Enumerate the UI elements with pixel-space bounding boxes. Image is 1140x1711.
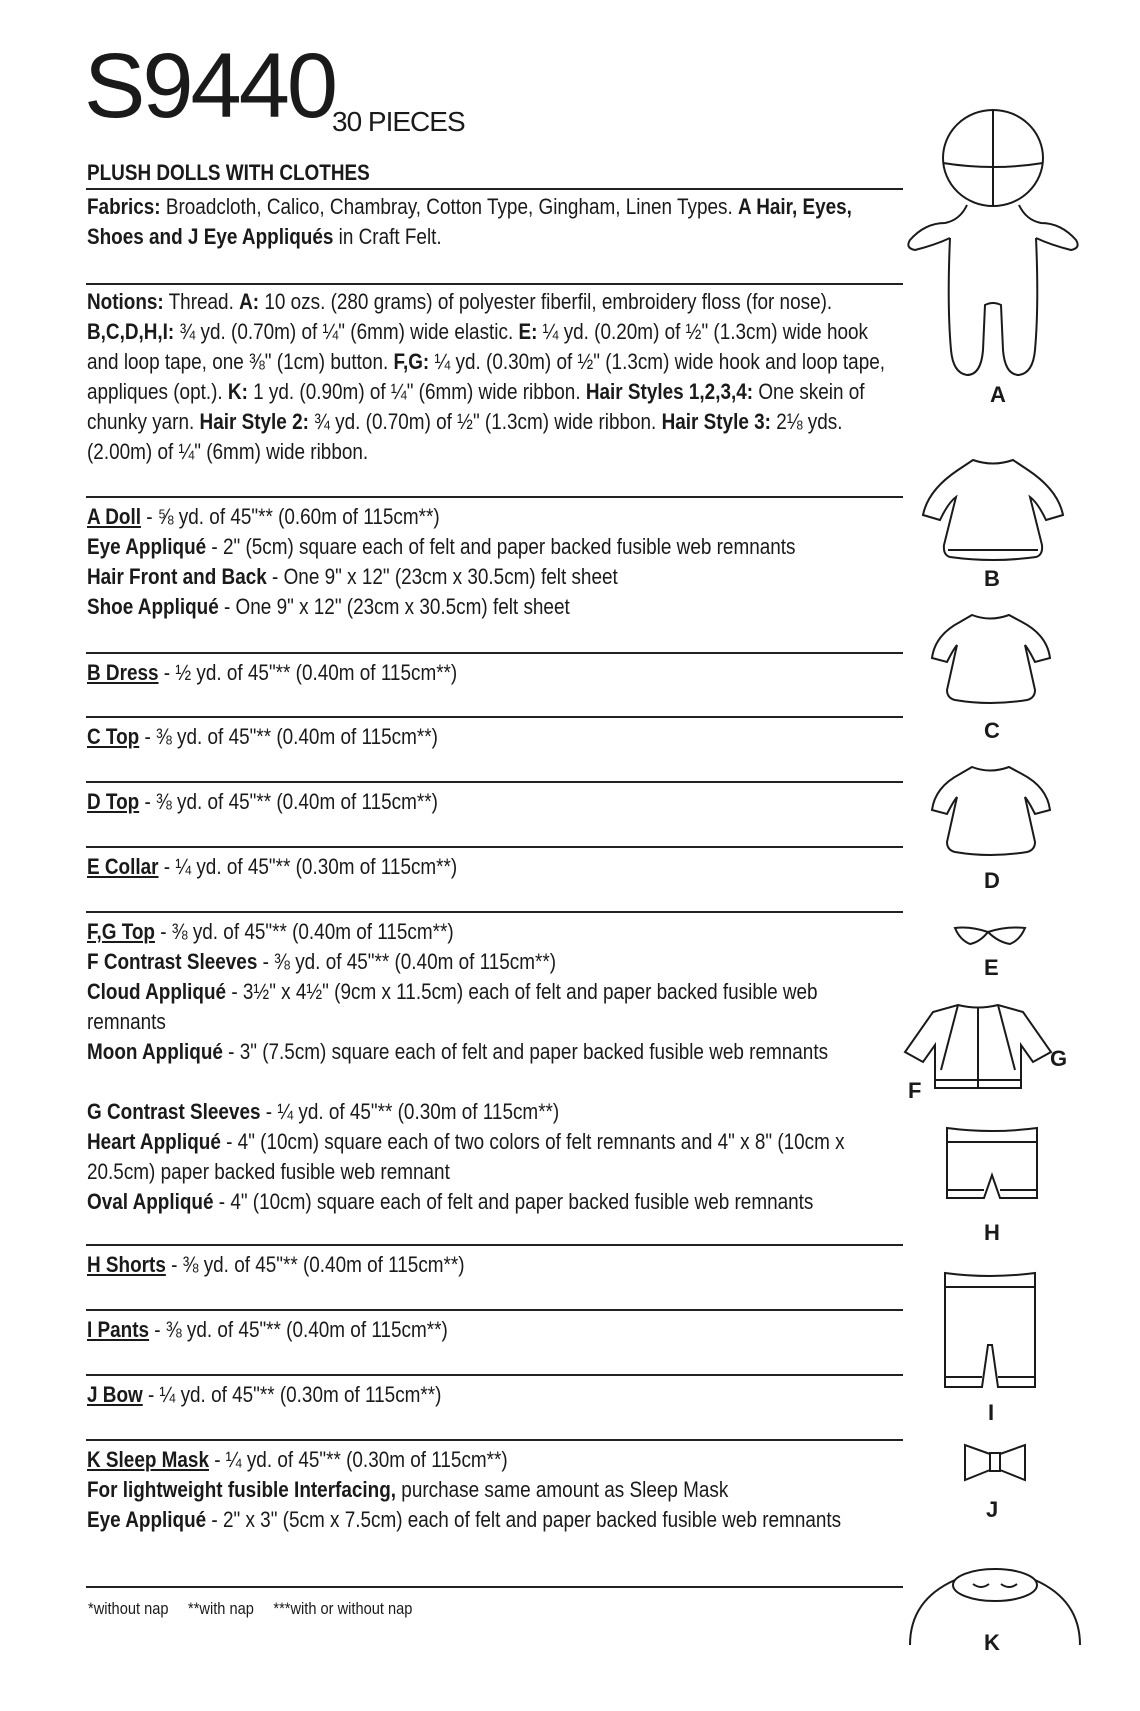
yardage-line (87, 562, 895, 592)
figure-label-a: A (990, 382, 1006, 407)
yardage-block (87, 502, 895, 622)
figure-label-d: D (984, 868, 1000, 893)
item-amount: - One 9" x 12" (23cm x 30.5cm) felt sheet (218, 594, 570, 619)
yardage-line (87, 1315, 895, 1345)
item-amount: - 3" (7.5cm) square each of felt and paper backed fusible web remnants (222, 1039, 829, 1064)
item-amount: - ¼ yd. of 45"** (0.30m of 115cm**) (158, 854, 458, 879)
yardage-line (87, 1187, 895, 1217)
divider (86, 1374, 903, 1376)
figure-label-g: G (1050, 1046, 1068, 1071)
view-label: E Collar (87, 854, 159, 879)
divider (86, 652, 903, 654)
yardage-block (87, 1445, 895, 1535)
notions-label: E: (518, 319, 538, 344)
notions-text: 2⅛ yds. (2.00m) of ¼" (6mm) wide ribbon. (87, 409, 843, 464)
yardage-block (87, 917, 895, 1217)
notions-text: ¾ yd. (0.70m) of ¼" (6mm) wide elastic. (174, 319, 519, 344)
item-amount: - 2" (5cm) square each of felt and paper backed fusible web remnants (206, 534, 796, 559)
item-label: Shoe Appliqué (87, 594, 219, 619)
view-label: D Top (87, 789, 140, 814)
divider (86, 781, 903, 783)
notions-text: ¼ yd. (0.30m) of ½" (1.3cm) wide hook and loop tape, appliques (opt.). (87, 349, 886, 404)
view-label: K Sleep Mask (87, 1447, 209, 1472)
notions-label: Hair Styles 1,2,3,4: (585, 379, 754, 404)
item-amount: - ⅝ yd. of 45"** (0.60m of 115cm**) (140, 504, 440, 529)
yardage-line (87, 1380, 895, 1410)
top-fg-illustration (903, 1000, 1053, 1095)
top-c-illustration (927, 610, 1057, 710)
notions-text: ¼ yd. (0.20m) of ½" (1.3cm) wide hook and loop tape, one ⅜" (1cm) button. (87, 319, 869, 374)
yardage-line (87, 1067, 895, 1097)
fabrics-text: Broadcloth, Calico, Chambray, Cotton Type, Gingham, Linen Types. (160, 194, 738, 219)
yardage-line (87, 1127, 895, 1187)
divider (86, 496, 903, 498)
yardage-block (87, 658, 895, 688)
bow-illustration (960, 1440, 1030, 1485)
figure-label-h: H (984, 1220, 1000, 1245)
yardage-block (87, 1315, 895, 1345)
item-amount: - ⅜ yd. of 45"** (0.40m of 115cm**) (139, 789, 438, 814)
shorts-illustration (942, 1120, 1042, 1205)
figure-label-f: F (908, 1078, 922, 1103)
fabrics-felt-items: A Hair, Eyes, Shoes and J Eye Appliqués (87, 194, 852, 249)
yardage-line (87, 532, 895, 562)
item-amount: - ¼ yd. of 45"** (0.30m of 115cm**) (260, 1099, 560, 1124)
item-amount: - ⅜ yd. of 45"** (0.40m of 115cm**) (149, 1317, 448, 1342)
view-label: B Dress (87, 660, 159, 685)
item-label: For lightweight fusible Interfacing, (87, 1477, 397, 1502)
item-label: G Contrast Sleeves (87, 1099, 261, 1124)
dress-illustration (918, 455, 1068, 570)
figure-label-b: B (984, 566, 1000, 591)
divider (86, 911, 903, 913)
view-label: J Bow (87, 1382, 143, 1407)
item-amount: - ⅜ yd. of 45"** (0.40m of 115cm**) (257, 949, 557, 974)
notions-label: A: (239, 289, 260, 314)
divider (86, 1586, 903, 1588)
yardage-line (87, 658, 895, 688)
yardage-block (87, 787, 895, 817)
yardage-line (87, 722, 895, 752)
divider (86, 283, 903, 285)
doll-illustration (905, 105, 1105, 385)
item-label: Hair Front and Back (87, 564, 267, 589)
item-amount: - ¼ yd. of 45"** (0.30m of 115cm**) (208, 1447, 508, 1472)
notions-label: Hair Style 3: (661, 409, 771, 434)
pattern-number: S9440 (84, 35, 336, 137)
item-amount: - ½ yd. of 45"** (0.40m of 115cm**) (158, 660, 458, 685)
notions-text: Thread. (163, 289, 240, 314)
fabrics-end: in Craft Felt. (333, 224, 442, 249)
yardage-line (87, 1445, 895, 1475)
yardage-block (87, 1380, 895, 1410)
notions-label: F,G: (393, 349, 430, 374)
notions-label: Hair Style 2: (199, 409, 309, 434)
divider (86, 1439, 903, 1441)
view-label: F,G Top (87, 919, 155, 944)
yardage-line (87, 852, 895, 882)
view-label: A Doll (87, 504, 141, 529)
notions-text: One skein of chunky yarn. (87, 379, 865, 434)
footnote-with-or-without-nap: ***with or without nap (273, 1599, 413, 1618)
item-amount: - ⅜ yd. of 45"** (0.40m of 115cm**) (139, 724, 438, 749)
pattern-title: PLUSH DOLLS WITH CLOTHES (87, 160, 370, 185)
item-amount: - 4" (10cm) square each of felt and paper backed fusible web remnants (213, 1189, 814, 1214)
item-label: Eye Appliqué (87, 534, 207, 559)
pants-illustration (940, 1265, 1040, 1395)
item-amount: - 2" x 3" (5cm x 7.5cm) each of felt and paper backed fusible web remnants (206, 1507, 842, 1532)
figure-label-e: E (984, 955, 999, 980)
figure-label-k: K (984, 1630, 1000, 1655)
yardage-line (87, 502, 895, 532)
yardage-line (87, 977, 895, 1037)
item-amount: - One 9" x 12" (23cm x 30.5cm) felt sheet (266, 564, 618, 589)
yardage-block (87, 1250, 895, 1280)
yardage-line (87, 592, 895, 622)
yardage-line (87, 787, 895, 817)
notions-label: K: (227, 379, 248, 404)
yardage-block (87, 722, 895, 752)
notions-section (87, 287, 895, 467)
yardage-line (87, 947, 895, 977)
notions-text: ¾ yd. (0.70m) of ½" (1.3cm) wide ribbon. (308, 409, 662, 434)
item-amount: purchase same amount as Sleep Mask (396, 1477, 729, 1502)
collar-illustration (950, 920, 1030, 950)
item-label: Oval Appliqué (87, 1189, 214, 1214)
item-amount: - ⅜ yd. of 45"** (0.40m of 115cm**) (165, 1252, 465, 1277)
item-label: F Contrast Sleeves (87, 949, 258, 974)
item-label: Cloud Appliqué (87, 979, 227, 1004)
piece-count: 30 PIECES (332, 106, 465, 137)
view-label: C Top (87, 724, 140, 749)
divider (86, 1244, 903, 1246)
item-amount: - ¼ yd. of 45"** (0.30m of 115cm**) (142, 1382, 442, 1407)
divider (86, 846, 903, 848)
divider (86, 716, 903, 718)
item-amount: - 4" (10cm) square each of two colors of felt remnants and 4" x 8" (10cm x 20.5cm) paper backed fusible web remnant (87, 1129, 845, 1184)
footnotes (88, 1599, 428, 1619)
yardage-line (87, 1505, 895, 1535)
footnote-without-nap: *without nap (88, 1599, 169, 1618)
divider (86, 188, 903, 190)
notions-text: 10 ozs. (280 grams) of polyester fiberfil, embroidery floss (for nose). (259, 289, 833, 314)
figure-label-i: I (988, 1400, 995, 1425)
item-label: Heart Appliqué (87, 1129, 221, 1154)
item-amount: - ⅜ yd. of 45"** (0.40m of 115cm**) (154, 919, 454, 944)
yardage-block (87, 852, 895, 882)
top-d-illustration (927, 762, 1057, 862)
notions-label: B,C,D,H,I: (87, 319, 175, 344)
divider (86, 1309, 903, 1311)
item-label: Moon Appliqué (87, 1039, 223, 1064)
item-amount: - 3½" x 4½" (9cm x 11.5cm) each of felt and paper backed fusible web remnants (87, 979, 818, 1034)
yardage-line (87, 1475, 895, 1505)
view-label: H Shorts (87, 1252, 166, 1277)
notions-label: Notions: (87, 289, 164, 314)
yardage-line (87, 1250, 895, 1280)
fabrics-section (87, 192, 895, 252)
item-label: Eye Appliqué (87, 1507, 207, 1532)
yardage-line (87, 917, 895, 947)
fabrics-label: Fabrics: (87, 194, 161, 219)
figure-label-j: J (986, 1497, 999, 1522)
yardage-line (87, 1037, 895, 1067)
yardage-line (87, 1097, 895, 1127)
view-label: I Pants (87, 1317, 150, 1342)
figure-label-c: C (984, 718, 1000, 743)
footnote-with-nap: **with nap (188, 1599, 254, 1618)
notions-text: 1 yd. (0.90m) of ¼" (6mm) wide ribbon. (247, 379, 586, 404)
